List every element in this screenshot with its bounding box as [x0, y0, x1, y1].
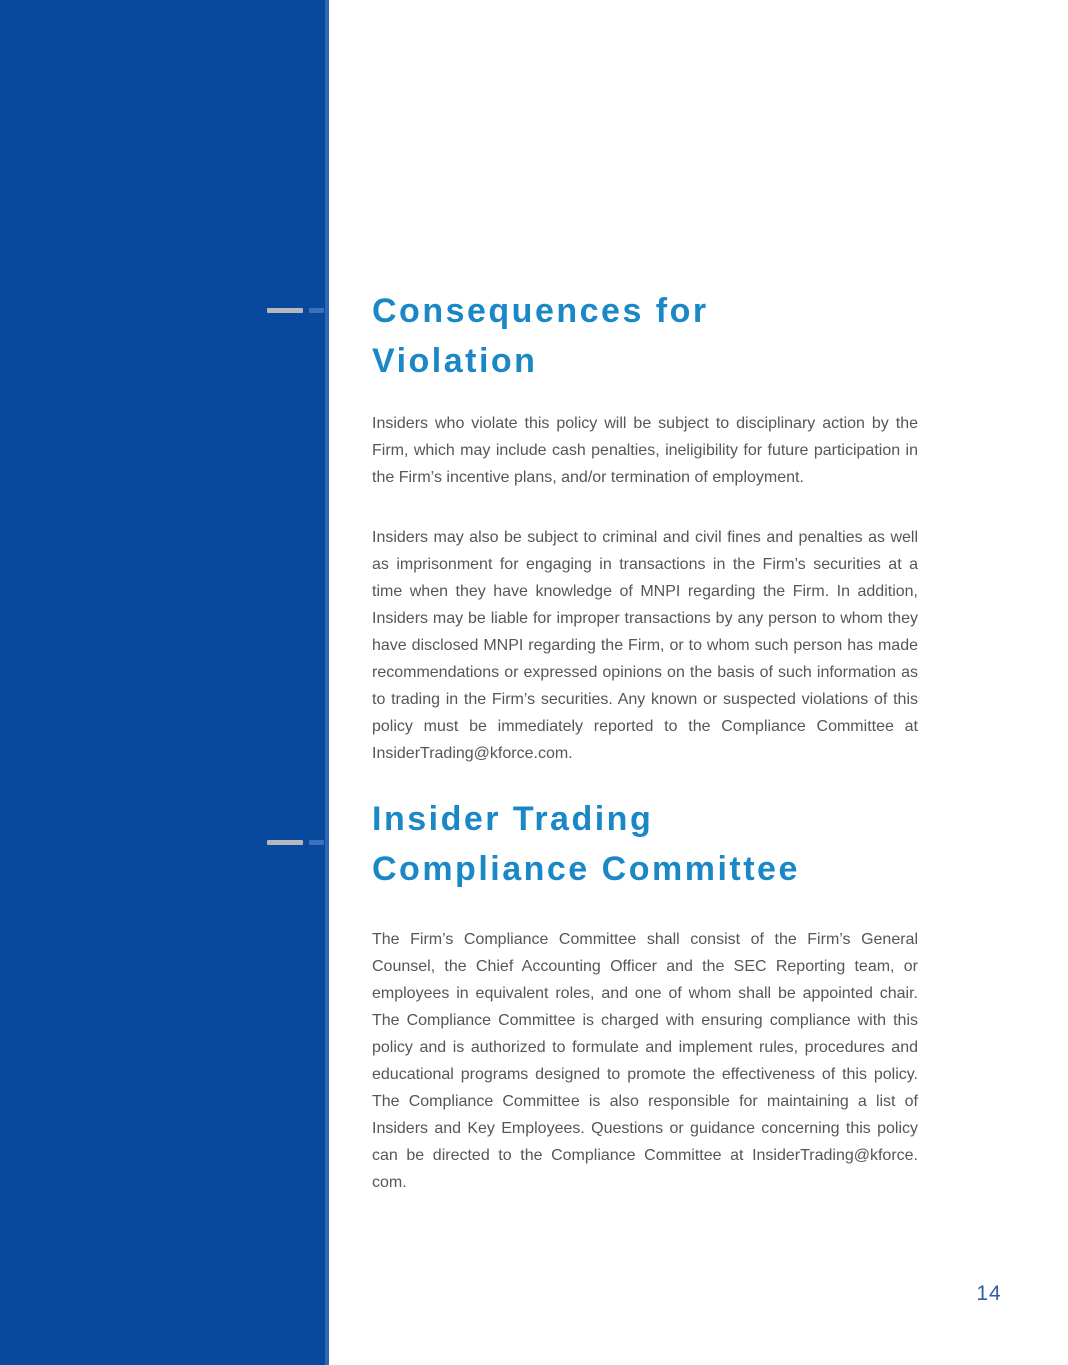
paragraph-disciplinary-action: Insiders who violate this policy will be subject to disciplinary action by the Firm, which may include cash penalties, ineligibility for future participation in the Firm’s incentive plans, and/or termination of employment.	[372, 415, 918, 486]
page-number: 14	[976, 1282, 1002, 1305]
sidebar-accent-panel	[0, 0, 329, 1365]
dash-blue-icon	[309, 840, 324, 845]
heading-line: Violation	[372, 342, 538, 380]
dash-gray-icon	[267, 308, 303, 313]
section-heading-consequences-for-violation	[372, 286, 918, 386]
heading-dash-decoration	[267, 308, 324, 313]
section-heading-insider-trading-compliance-committee	[372, 794, 918, 894]
content-column	[372, 0, 918, 1365]
dash-blue-icon	[309, 308, 324, 313]
heading-line: Consequences for	[372, 292, 709, 330]
paragraph-criminal-civil-penalties: Insiders may also be subject to criminal and civil fines and penalties as well as imprisonment for engaging in transactions in the Firm’s securities at a time when they have knowledge of MNPI regarding the Firm. In addition, Insiders may be liable for improper transactions by any person to whom they have disclosed MNPI regarding the Firm, or to whom such person has made recommendations or expressed opinions on the basis of such information as to trading in the Firm’s securities. Any known or suspected violations of this policy must be immediately reported to the Compliance Committee at InsiderTrading@kforce.com.	[372, 529, 918, 762]
heading-dash-decoration	[267, 840, 324, 845]
heading-line: Insider Trading	[372, 800, 654, 838]
dash-gray-icon	[267, 840, 303, 845]
heading-line: Compliance Committee	[372, 850, 800, 888]
paragraph-committee-composition: The Firm’s Compliance Committee shall consist of the Firm’s General Counsel, the Chief Accounting Officer and the SEC Reporting team, or employees in equivalent roles, and one of whom shall be appointed chair. The Compliance Committee is charged with ensuring compliance with this policy and is authorized to formulate and implement rules, procedures and educational programs designed to promote the effectiveness of this policy. The Compliance Committee is also responsible for maintaining a list of Insiders and Key Employees. Questions or guidance concerning this policy can be directed to the Compliance Committee at InsiderTrading@kforce.​com.	[372, 931, 918, 1191]
